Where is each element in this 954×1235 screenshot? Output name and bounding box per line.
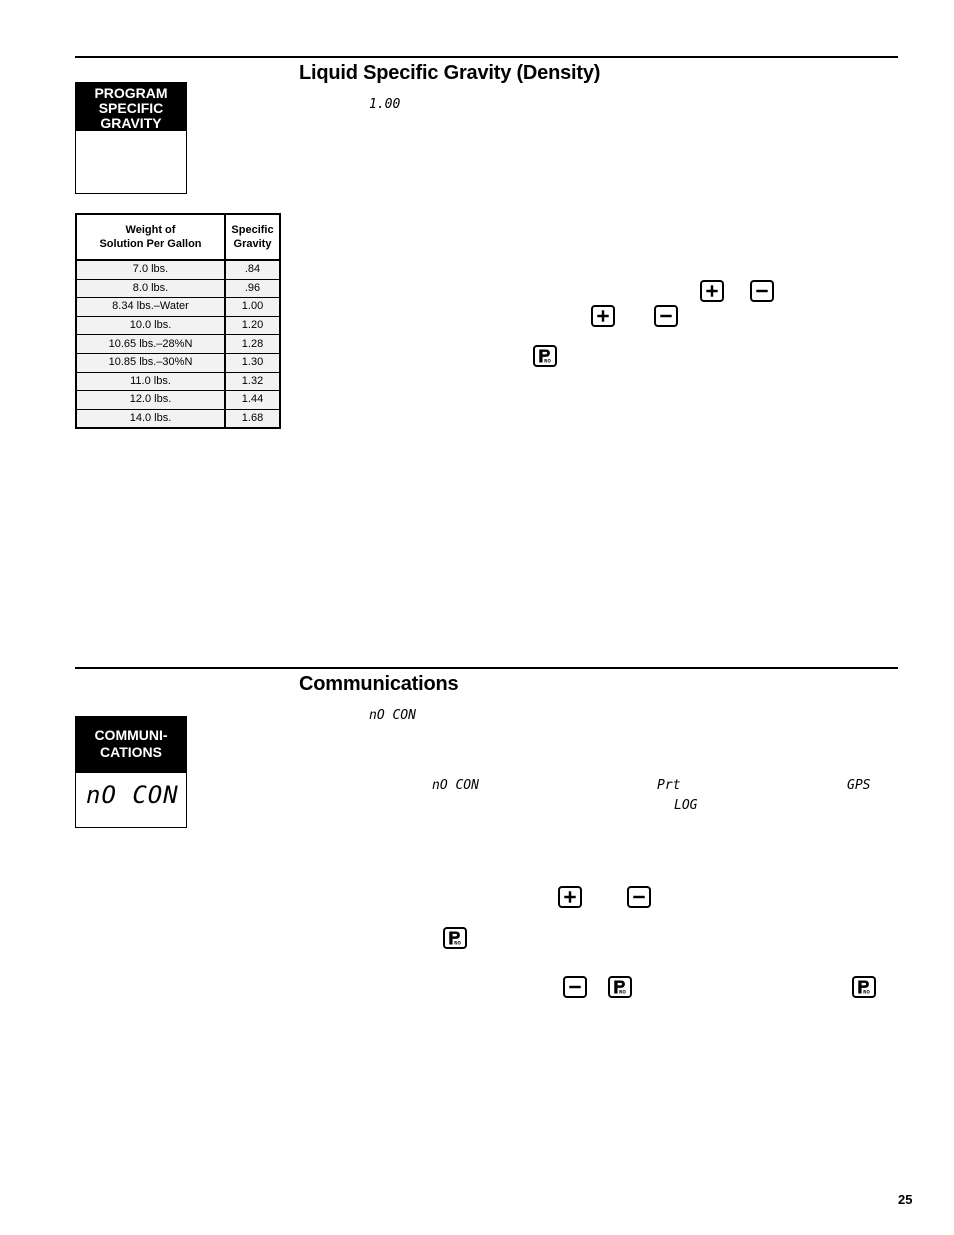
cell-specific-gravity: 1.32 xyxy=(225,372,280,391)
specific-gravity-table xyxy=(75,213,281,429)
table-row xyxy=(76,391,280,410)
table-row xyxy=(76,335,280,354)
pro-key-icon xyxy=(608,976,632,998)
cell-weight: 12.0 lbs. xyxy=(76,391,225,410)
cell-specific-gravity: .96 xyxy=(225,279,280,298)
lcd-option-gps: GPS xyxy=(847,778,871,793)
table-row xyxy=(76,316,280,335)
lcd-value-specific-gravity: 1.00 xyxy=(369,97,401,112)
caption-line: CATIONS xyxy=(100,744,162,760)
cell-weight: 8.34 lbs.–Water xyxy=(76,298,225,317)
cell-weight: 10.0 lbs. xyxy=(76,316,225,335)
cell-specific-gravity: 1.68 xyxy=(225,409,280,428)
minus-key-icon xyxy=(627,886,651,908)
cell-weight: 8.0 lbs. xyxy=(76,279,225,298)
page-number: 25 xyxy=(898,1192,913,1207)
svg-text:RO: RO xyxy=(454,940,461,946)
lcd-option-prt: Prt xyxy=(657,778,681,793)
lcd-value-communications: nO CON xyxy=(369,708,416,723)
cell-specific-gravity: 1.20 xyxy=(225,316,280,335)
section-divider-top xyxy=(75,56,898,58)
cell-weight: 11.0 lbs. xyxy=(76,372,225,391)
table-row xyxy=(76,372,280,391)
pro-key-icon xyxy=(852,976,876,998)
cell-specific-gravity: .84 xyxy=(225,260,280,279)
caption-line: COMMUNI- xyxy=(94,727,168,743)
cell-weight: 10.65 lbs.–28%N xyxy=(76,335,225,354)
cell-weight: 14.0 lbs. xyxy=(76,409,225,428)
plus-key-icon xyxy=(558,886,582,908)
minus-key-icon xyxy=(654,305,678,327)
cell-specific-gravity: 1.00 xyxy=(225,298,280,317)
table-row xyxy=(76,298,280,317)
lcd-option-log: LOG xyxy=(674,798,698,813)
caption-line: SPECIFIC xyxy=(98,100,164,116)
table-header-weight: Weight of Solution Per Gallon xyxy=(76,214,225,260)
cell-specific-gravity: 1.44 xyxy=(225,391,280,410)
svg-text:RO: RO xyxy=(619,989,626,995)
section-title-specific-gravity: Liquid Specific Gravity (Density) xyxy=(299,62,601,84)
svg-text:RO: RO xyxy=(544,358,551,364)
cell-specific-gravity: 1.30 xyxy=(225,353,280,372)
plus-key-icon xyxy=(700,280,724,302)
lcd-option-no-con: nO CON xyxy=(432,778,479,793)
caption-line: PROGRAM xyxy=(94,85,168,101)
section-divider-communications xyxy=(75,667,898,669)
svg-text:RO: RO xyxy=(863,989,870,995)
communications-box xyxy=(75,716,187,828)
table-row xyxy=(76,409,280,428)
table-row xyxy=(76,353,280,372)
table-row xyxy=(76,260,280,279)
section-title-communications: Communications xyxy=(299,673,459,695)
plus-key-icon xyxy=(591,305,615,327)
table-header-row xyxy=(76,214,280,260)
sidebox-caption xyxy=(76,717,186,773)
cell-weight: 10.85 lbs.–30%N xyxy=(76,353,225,372)
pro-key-icon xyxy=(443,927,467,949)
sidebox-caption xyxy=(76,83,186,131)
lcd-display-communications: nO CON xyxy=(86,781,179,809)
caption-line: GRAVITY xyxy=(100,115,162,131)
minus-key-icon xyxy=(750,280,774,302)
program-specific-gravity-box xyxy=(75,82,187,194)
minus-key-icon xyxy=(563,976,587,998)
cell-weight: 7.0 lbs. xyxy=(76,260,225,279)
table-row xyxy=(76,279,280,298)
table-header-gravity: Specific Gravity xyxy=(225,214,280,260)
cell-specific-gravity: 1.28 xyxy=(225,335,280,354)
pro-key-icon xyxy=(533,345,557,367)
